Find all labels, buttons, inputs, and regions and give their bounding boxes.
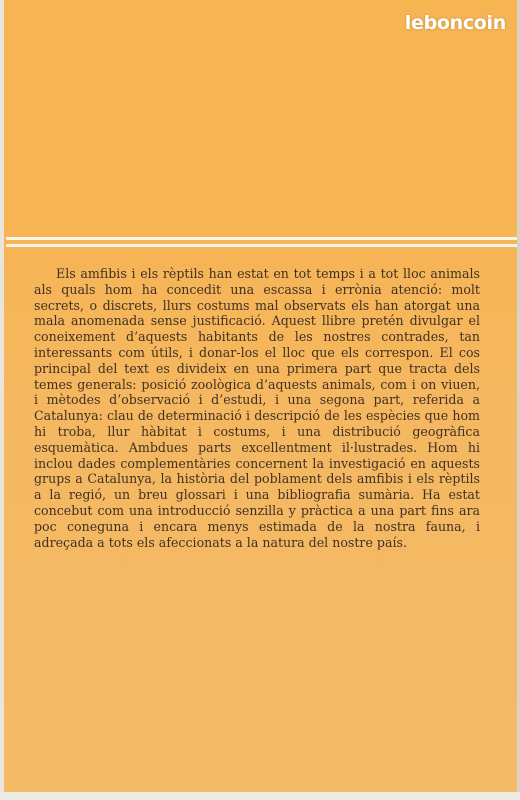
stripe-top xyxy=(6,237,517,240)
page-edge-left xyxy=(0,0,4,800)
page-edge-bottom xyxy=(0,792,520,800)
decorative-double-stripe xyxy=(6,230,517,250)
stripe-bottom xyxy=(6,244,517,247)
back-cover-blurb: Els amfibis i els rèptils han estat en tot temps i a tot lloc animals als quals hom ha concedit una escassa i errònia atenció: molt secrets, o discrets, llurs costums mal observats els han atorgat una mala anomenada sense justificació. Aquest llibre pretén divulgar el coneixement d’aquests habitants de les nostres contrades, tan interessants com útils, i donar-los el lloc que els correspon. El cos principal del text es divideix en una primera part que tracta dels temes generals: posició zoològica d’aquests animals, com i on viuen, i mètodes d’observació i d’estudi, i una segona part, referida a Catalunya: clau de determinació i descripció de les espècies que hom hi troba, llur hàbitat i costums, i una distribució geogràfica esquemàtica. Ambdues parts excellentment il·lustrades. Hom hi inclou dades complementàries concernent la investigació en aquests grups a Catalunya, la història del poblament dels amfibis i els rèptils a la regió, un breu glossari i una bibliografia sumària. Ha estat concebut com una introducció senzilla y pràctica a una part fins ara poc coneguna i encara menys estimada de la nostra fauna, i adreçada a tots els afeccionats a la natura del nostre país. xyxy=(34,266,480,550)
leboncoin-watermark: leboncoin xyxy=(404,12,506,34)
